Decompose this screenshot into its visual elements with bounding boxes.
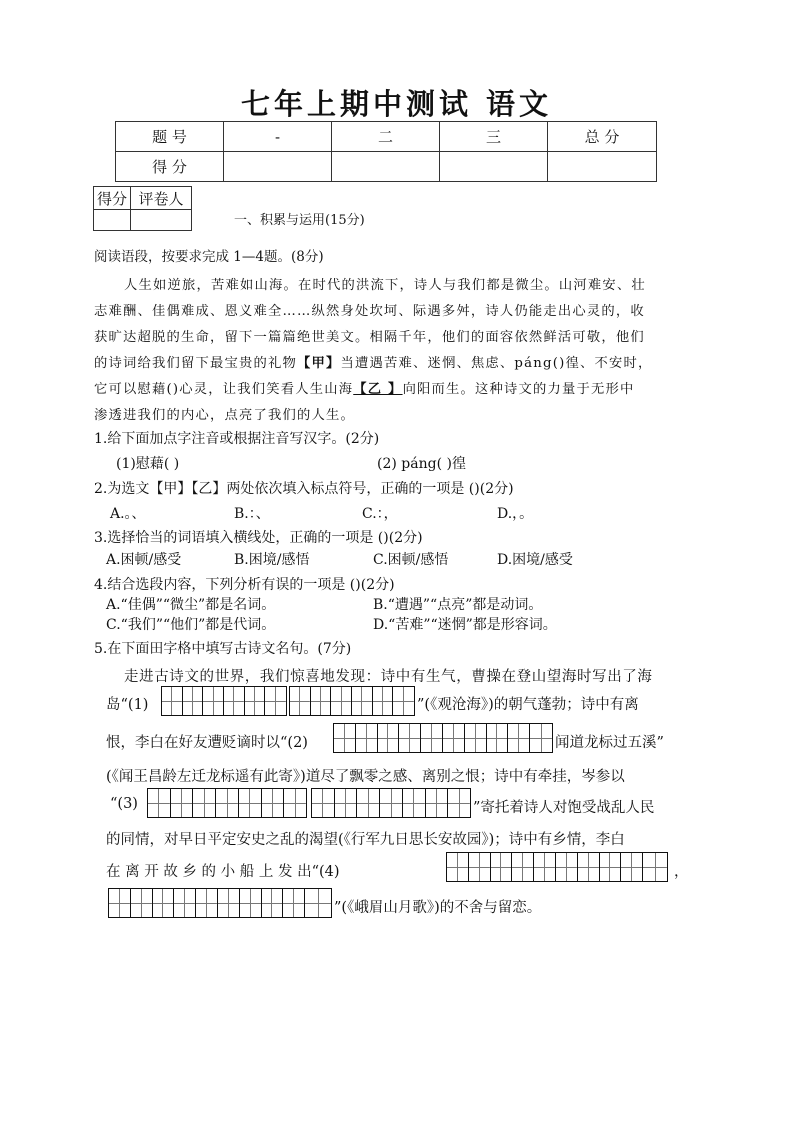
score-cell[interactable]	[332, 152, 440, 182]
passage-line-3: 获旷达超脱的生命，留下一篇篇绝世美文。相隔千年，他们的面容依然鲜活可敬，他们	[94, 330, 645, 345]
q5-stem: 5.在下面田字格中填写古诗文名句。(7分)	[94, 641, 352, 657]
grid-cell[interactable]	[380, 789, 403, 817]
poem-grid-4b[interactable]	[108, 888, 332, 918]
q2-option-a[interactable]: A.。、	[110, 506, 146, 522]
grid-cell[interactable]	[174, 889, 196, 917]
q3-option-c[interactable]: C.困顿/感悟	[373, 552, 449, 568]
q2-option-c[interactable]: C.：，	[362, 506, 398, 522]
grader-name-label: 评卷人	[131, 187, 192, 210]
grid-cell[interactable]	[621, 853, 643, 881]
reading-intro: 阅读语段，按要求完成 1—4题。(8分)	[94, 249, 324, 265]
grid-cell[interactable]	[465, 724, 487, 752]
grid-cell[interactable]	[148, 789, 171, 817]
passage-line-4-tail: 当遭遇苦难、迷惘、焦虑、páng()徨、不安时，	[340, 356, 653, 371]
grid-cell[interactable]	[556, 853, 578, 881]
q5-line-8: ”(《峨眉山月歌》)的不舍与留恋。	[334, 900, 542, 916]
q4-option-c[interactable]: C.“我们”“他们”都是代词。	[106, 617, 276, 633]
score-table	[115, 121, 657, 182]
grid-cell[interactable]	[171, 789, 194, 817]
passage-line-1: 人生如逆旅，苦难如山海。在时代的洪流下，诗人与我们都是微尘。山河难安、壮	[124, 278, 646, 293]
poem-grid-3a[interactable]	[147, 788, 307, 818]
grid-cell[interactable]	[265, 687, 286, 715]
q4-option-a[interactable]: A.“佳偶”“微尘”都是名词。	[106, 597, 276, 613]
grid-cell[interactable]	[443, 724, 465, 752]
score-row-label: 得 分	[116, 152, 224, 182]
grader-score-label: 得分	[94, 187, 131, 210]
grader-score-cell[interactable]	[94, 210, 131, 231]
grid-cell[interactable]	[487, 724, 509, 752]
grid-cell[interactable]	[216, 789, 239, 817]
q3-option-d[interactable]: D.困境/感受	[497, 552, 573, 568]
grid-cell[interactable]	[403, 789, 426, 817]
poem-grid-3b[interactable]	[311, 788, 471, 818]
score-header-label: 题 号	[116, 122, 224, 152]
poem-grid-2[interactable]	[333, 723, 553, 753]
q1-item-b: (2) páng( )徨	[377, 456, 466, 472]
grid-cell[interactable]	[218, 889, 240, 917]
grid-cell[interactable]	[224, 687, 245, 715]
q5-line-4: (《闻王昌龄左迁龙标遥有此寄》)道尽了飘零之感、离别之恨；诗中有牵挂，岑参以	[106, 769, 625, 785]
q5-line-3-end: 闻道龙标过五溪”	[555, 735, 664, 751]
grid-cell[interactable]	[578, 853, 600, 881]
q2-option-d[interactable]: D.，。	[497, 506, 534, 522]
grid-cell[interactable]	[153, 889, 175, 917]
passage-line-4	[94, 352, 653, 371]
q5-line-5-end: ”寄托着诗人对饱受战乱人民	[473, 800, 655, 816]
grid-cell[interactable]	[600, 853, 622, 881]
poem-grid-1a[interactable]	[161, 686, 287, 716]
grid-cell[interactable]	[311, 687, 332, 715]
grid-cell[interactable]	[240, 889, 262, 917]
grid-cell[interactable]	[183, 687, 204, 715]
grid-cell[interactable]	[162, 687, 183, 715]
q5-line-1: 走进古诗文的世界，我们惊喜地发现：诗中有生气，曹操在登山望海时写出了海	[124, 669, 653, 685]
score-cell[interactable]	[548, 152, 657, 182]
passage-line-5-tail: 向阳而生。这种诗文的力量于无形中	[402, 382, 635, 397]
q2-stem: 2.为选文【甲】【乙】两处依次填入标点符号，正确的一项是 ()(2分)	[94, 481, 514, 497]
grid-cell[interactable]	[203, 687, 224, 715]
grid-cell[interactable]	[373, 687, 394, 715]
section-title: 一、积累与运用(15分)	[234, 213, 365, 228]
grid-cell[interactable]	[512, 853, 534, 881]
grid-cell[interactable]	[290, 687, 311, 715]
grid-cell[interactable]	[426, 789, 449, 817]
grid-cell[interactable]	[109, 889, 131, 917]
passage-line-4-text: 的诗词给我们留下最宝贵的礼物	[94, 356, 297, 371]
grader-table	[93, 186, 192, 231]
score-header-1: -	[224, 122, 332, 152]
passage-line-6: 渗透进我们的内心，点亮了我们的人生。	[94, 408, 355, 423]
grid-cell[interactable]	[334, 724, 356, 752]
q5-line-6: 的同情，对早日平定安史之乱的渴望(《行军九日思长安故园》)；诗中有乡情，李白	[106, 832, 625, 848]
q5-line-3-start: 恨，李白在好友遭贬谪时以“(2)	[106, 735, 308, 751]
poem-grid-4a[interactable]	[446, 852, 668, 882]
page-title: 七年上期中测试 语文	[240, 87, 553, 121]
grid-cell[interactable]	[283, 889, 305, 917]
q4-option-d[interactable]: D.“苦难”“迷惘”都是形容词。	[373, 617, 557, 633]
q5-line-7-end: ，	[674, 864, 689, 880]
grid-cell[interactable]	[284, 789, 306, 817]
passage-line-5-text: 它可以慰藉()心灵，让我们笑看人生山海	[94, 382, 354, 397]
poem-grid-1b[interactable]	[289, 686, 415, 716]
grid-cell[interactable]	[262, 889, 284, 917]
q3-option-a[interactable]: A.困顿/感受	[106, 552, 182, 568]
grid-cell[interactable]	[239, 789, 262, 817]
grid-cell[interactable]	[331, 687, 352, 715]
passage-line-2: 志难酬、佳偶难成、恩义难全……纵然身处坎坷、际遇多舛，诗人仍能走出心灵的，收	[94, 304, 645, 319]
q5-line-7-start: 在 离 开 故 乡 的 小 船 上 发 出“(4)	[106, 864, 340, 880]
score-header-3: 三	[440, 122, 548, 152]
q3-stem: 3.选择恰当的词语填入横线处，正确的一项是 ()(2分)	[94, 530, 423, 546]
grid-cell[interactable]	[469, 853, 491, 881]
score-header-2: 二	[332, 122, 440, 152]
score-cell[interactable]	[224, 152, 332, 182]
q5-line-2-start: 岛“(1)	[106, 697, 149, 713]
grid-cell[interactable]	[305, 889, 331, 917]
score-cell[interactable]	[440, 152, 548, 182]
grader-name-cell[interactable]	[131, 210, 192, 231]
grid-cell[interactable]	[335, 789, 358, 817]
grid-cell[interactable]	[196, 889, 218, 917]
grid-cell[interactable]	[131, 889, 153, 917]
grid-cell[interactable]	[393, 687, 414, 715]
grid-cell[interactable]	[447, 853, 469, 881]
grid-cell[interactable]	[421, 724, 443, 752]
q3-option-b[interactable]: B.困境/感悟	[234, 552, 310, 568]
q1-item-a: (1)慰藉( )	[116, 456, 180, 472]
grid-cell[interactable]	[262, 789, 285, 817]
grid-cell[interactable]	[530, 724, 552, 752]
mark-yi: 【乙 】	[353, 382, 403, 397]
score-header-total: 总 分	[548, 122, 657, 152]
mark-jia: 【甲】	[296, 356, 341, 371]
grid-cell[interactable]	[357, 789, 380, 817]
grid-cell[interactable]	[508, 724, 530, 752]
passage-line-5	[94, 378, 635, 397]
q5-line-2-end: ”(《观沧海》)的朝气蓬勃；诗中有离	[417, 697, 639, 713]
grid-cell[interactable]	[245, 687, 266, 715]
q1-stem: 1.给下面加点字注音或根据注音写汉字。(2分)	[94, 431, 380, 447]
grid-cell[interactable]	[448, 789, 470, 817]
grid-cell[interactable]	[378, 724, 400, 752]
grid-cell[interactable]	[491, 853, 513, 881]
grid-cell[interactable]	[352, 687, 373, 715]
grid-cell[interactable]	[193, 789, 216, 817]
grid-cell[interactable]	[643, 853, 667, 881]
q5-line-5-start: “(3)	[110, 796, 138, 812]
grid-cell[interactable]	[399, 724, 421, 752]
q4-stem: 4.结合选段内容，下列分析有误的一项是 ()(2分)	[94, 577, 395, 593]
q2-option-b[interactable]: B.：、	[234, 506, 270, 522]
grid-cell[interactable]	[534, 853, 556, 881]
grid-cell[interactable]	[356, 724, 378, 752]
grid-cell[interactable]	[312, 789, 335, 817]
q4-option-b[interactable]: B.“遭遇”“点亮”都是动词。	[373, 597, 543, 613]
